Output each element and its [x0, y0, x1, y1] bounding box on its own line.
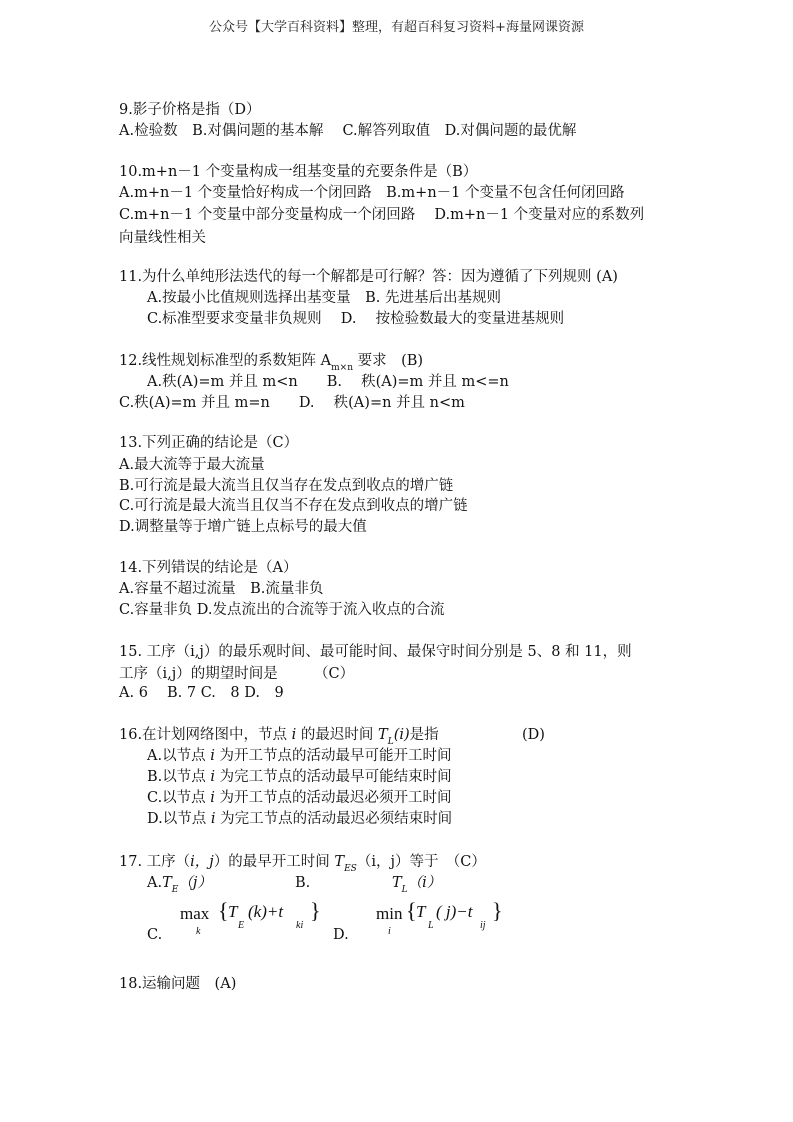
q16-stem: [119, 726, 439, 746]
q17-c-left-brace: {: [218, 898, 229, 923]
q10-options-line3: 向量线性相关: [119, 230, 206, 246]
q17-option-c-label: C.: [147, 927, 163, 943]
q15-stem-line2: 工序（i,j）的期望时间是 （C）: [119, 666, 355, 682]
q17-b-arg: （i）: [407, 875, 442, 891]
q17-a-arg: （j）: [178, 875, 212, 891]
q17-stem-pre: 17. 工序（: [119, 854, 191, 870]
q17-option-d-label: D.: [333, 927, 349, 943]
q16-node-i: i: [291, 727, 297, 743]
q11-options-line2: C.标准型要求变量非负规则 D. 按检验数最大的变量进基规则: [147, 311, 565, 327]
q15-options: A. 6 B. 7 C. 8 D. 9: [119, 685, 284, 701]
q13-option-b: B.可行流是最大流当且仅当存在发点到收点的增广链: [119, 478, 454, 494]
q17-d-t-subscript: ij: [480, 920, 486, 931]
q14-stem: 14.下列错误的结论是（A）: [119, 560, 298, 576]
q16-option-a: [147, 747, 451, 765]
q16-d-pre: D.以节点: [147, 811, 211, 827]
q17-d-right-brace: }: [492, 898, 503, 923]
q17-a-label: A.: [147, 875, 163, 891]
q17-c-t-subscript: ki: [296, 920, 304, 931]
q12-stem-pre: 12.线性规划标准型的系数矩阵 A: [119, 353, 332, 369]
q16-b-post: 为完工节点的活动最早可能结束时间: [215, 769, 452, 785]
q16-a-pre: A.以节点: [147, 748, 211, 764]
q13-stem: 13.下列正确的结论是（C）: [119, 435, 299, 451]
q16-c-post: 为开工节点的活动最迟必须开工时间: [214, 790, 452, 806]
q14-options-line1: A.容量不超过流量 B.流量非负: [119, 581, 324, 597]
q12-stem: [119, 352, 423, 372]
q17-option-b-label: B.: [295, 875, 311, 891]
q11-stem: 11.为什么单纯形法迭代的每一个解都是可行解？答：因为遵循了下列规则 (A): [119, 269, 618, 285]
q12-matrix-subscript: m×n: [331, 363, 354, 373]
q11-options-line1: A.按最小比值规则选择出基变量 B. 先进基后出基规则: [147, 290, 501, 306]
q16-stem-pre: 16.在计划网络图中，节点: [119, 727, 292, 743]
q17-option-a: [147, 874, 212, 894]
q16-T-subscript: L: [387, 737, 394, 747]
q17-option-d-formula: [376, 900, 516, 940]
q17-d-T: T: [416, 902, 426, 921]
q16-stem-mid: 的最迟时间: [296, 727, 379, 743]
q16-answer: (D): [522, 727, 545, 743]
q13-option-c: C.可行流是最大流当且仅当不存在发点到收点的增广链: [119, 498, 468, 514]
q16-c-i: i: [210, 790, 215, 806]
q17-stem: [119, 853, 486, 873]
q16-c-pre: C.以节点: [147, 790, 211, 806]
q15-stem-line1: 15. 工序（i,j）的最乐观时间、最可能时间、最保守时间分别是 5、8 和 11，则: [119, 644, 632, 660]
q10-options-line2: C.m+n－1 个变量中部分变量构成一个闭回路 D.m+n－1 个变量对应的系数列: [119, 207, 645, 223]
q17-d-index: i: [388, 926, 391, 937]
q9-options: A.检验数 B.对偶问题的基本解 C.解答列取值 D.对偶问题的最优解: [119, 123, 577, 139]
q16-stem-post: 是指: [409, 727, 439, 743]
q17-b-subscript: L: [401, 885, 408, 895]
q16-T-symbol: T: [378, 727, 388, 743]
q16-d-i: i: [210, 811, 216, 827]
q17-d-T-subscript: L: [428, 920, 434, 931]
q17-c-right-brace: }: [310, 898, 321, 923]
page-header: 公众号【大学百科资料】整理，有超百科复习资料+海量网课资源: [209, 20, 584, 35]
q17-d-left-brace: {: [406, 898, 417, 923]
q17-b-T: T: [392, 875, 402, 891]
q17-a-T: T: [162, 875, 172, 891]
q17-option-c-formula: [180, 900, 330, 940]
q17-c-max: max: [180, 904, 210, 923]
q17-d-min: min: [376, 904, 403, 923]
q16-b-i: i: [210, 769, 216, 785]
q12-options-line2: C.秩(A)=m 并且 m=n D. 秩(A)=n 并且 n<m: [119, 395, 465, 411]
q13-option-d: D.调整量等于增广链上点标号的最大值: [119, 519, 367, 535]
q16-d-post: 为完工节点的活动最迟必须结束时间: [215, 811, 453, 827]
q17-d-arg: ( j)−t: [436, 902, 473, 921]
q13-option-a: A.最大流等于最大流量: [119, 457, 265, 473]
q17-option-b: [392, 874, 441, 894]
q17-c-index: k: [196, 926, 201, 937]
q12-options-line1: A.秩(A)=m 并且 m<n B. 秩(A)=m 并且 m<=n: [147, 374, 509, 390]
q16-option-c: [147, 789, 452, 807]
q17-c-T: T: [228, 902, 238, 921]
q16-option-d: [147, 810, 452, 828]
q17-T-symbol: T: [334, 854, 345, 870]
q16-option-b: [147, 768, 452, 786]
q17-T-subscript: ES: [344, 864, 357, 874]
q17-c-arg: (k)+t: [248, 902, 284, 921]
q16-T-arg: (i): [393, 727, 410, 743]
q16-a-post: 为开工节点的活动最早可能开工时间: [214, 748, 452, 764]
q17-stem-mid: ）的最早开工时间: [213, 854, 335, 870]
q17-a-subscript: E: [171, 885, 179, 895]
q9-stem: 9.影子价格是指（D）: [119, 102, 261, 118]
q10-stem: 10.m+n－1 个变量构成一组基变量的充要条件是（B）: [119, 164, 478, 180]
q17-ij: i，j: [190, 854, 214, 870]
q17-c-T-subscript: E: [238, 920, 245, 931]
q14-options-line2: C.容量非负 D.发点流出的合流等于流入收点的合流: [119, 602, 445, 618]
q10-options-line1: A.m+n－1 个变量恰好构成一个闭回路 B.m+n－1 个变量不包含任何闭回路: [119, 185, 625, 201]
q18-stem: 18.运输问题 (A): [119, 976, 237, 992]
q17-stem-post: （i，j）等于 （C）: [356, 854, 486, 870]
q12-stem-post: 要求 (B): [353, 353, 424, 369]
q16-b-pre: B.以节点: [147, 769, 211, 785]
q16-a-i: i: [210, 748, 215, 764]
